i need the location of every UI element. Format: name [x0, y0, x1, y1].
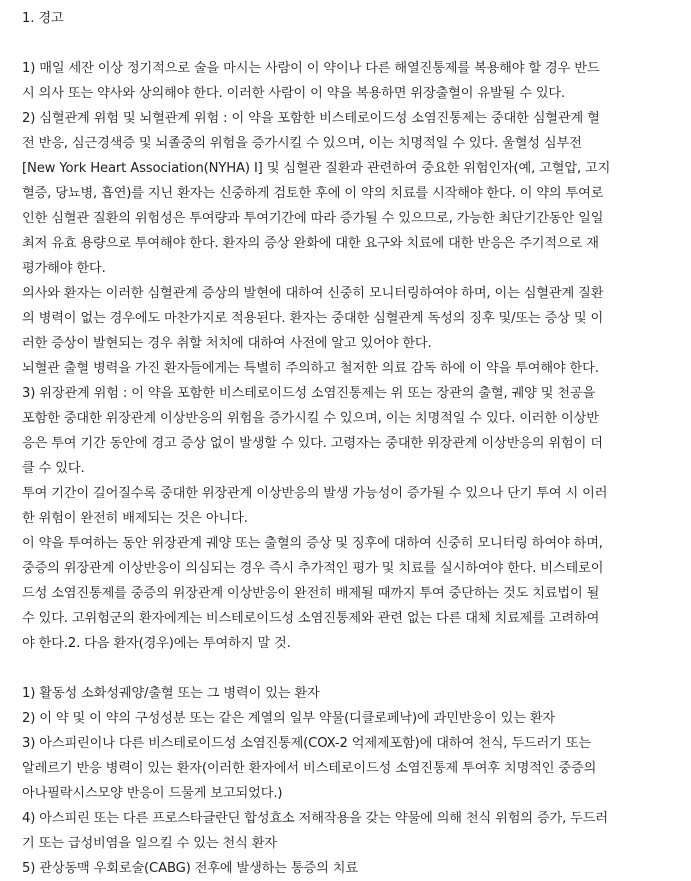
blank-line: [22, 31, 681, 56]
text-line: 투여 기간이 길어질수록 중대한 위장관계 이상반응의 발생 가능성이 증가될 수 있으나 단기 투여 시 이러: [22, 486, 608, 501]
text-line: 전 반응, 심근경색증 및 뇌졸중의 위험을 증가시킬 수 있으며, 이는 치명적일 수 있다. 울혈성 심부전: [22, 136, 582, 151]
text-line: 인한 심혈관 질환의 위험성은 투여량과 투여기간에 따라 증가될 수 있으므로, 가능한 최단기간동안 일일: [22, 211, 604, 226]
text-line: 알레르기 반응 병력이 있는 환자(이러한 환자에서 비스테로이드성 소염진통제 투여후 치명적인 중증의: [22, 761, 597, 776]
text-line: 3) 위장관계 위험 : 이 약을 포함한 비스테로이드성 소염진통제는 위 또는 장관의 출혈, 궤양 및 천공을: [22, 386, 596, 401]
text-line: 이 약을 투여하는 동안 위장관계 궤양 또는 출혈의 증상 및 징후에 대하여 신중히 모니터링 하여야 하며,: [22, 536, 603, 551]
text-line: 1) 활동성 소화성궤양/출혈 또는 그 병력이 있는 환자: [22, 686, 320, 701]
text-line: 평가해야 한다.: [22, 261, 106, 276]
text-line: 뇌혈관 출혈 병력을 가진 환자들에게는 특별히 주의하고 철저한 의료 감독 하에 이 약을 투여해야 한다.: [22, 361, 599, 376]
text-line: 4) 아스피린 또는 다른 프로스타글란딘 합성효소 저해작용을 갖는 약물에 의해 천식 위험의 증가, 두드러: [22, 811, 608, 826]
text-line: 러한 증상이 발현되는 경우 취할 처치에 대하여 사전에 알고 있어야 한다.: [22, 336, 432, 351]
text-line: 2) 심혈관계 위험 및 뇌혈관계 위험 : 이 약을 포함한 비스테로이드성 소염진통제는 중대한 심혈관계 혈: [22, 111, 600, 126]
text-line: 중증의 위장관계 이상반응이 의심되는 경우 즉시 추가적인 평가 및 치료를 실시하여야 한다. 비스테로이: [22, 561, 604, 576]
text-line: 2) 이 약 및 이 약의 구성성분 또는 같은 계열의 일부 약물(디클로페낙)에 과민반응이 있는 환자: [22, 711, 556, 726]
text-line: 혈증, 당뇨병, 흡연)를 지닌 환자는 신중하게 검토한 후에 이 약의 치료를 시작해야 한다. 이 약의 투여로: [22, 186, 604, 201]
text-line: 응은 투여 기간 동안에 경고 증상 없이 발생할 수 있다. 고령자는 중대한 위장관계 이상반응의 위험이 더: [22, 436, 603, 451]
text-line: 5) 관상동맥 우회로술(CABG) 전후에 발생하는 통증의 치료: [22, 861, 358, 876]
text-line: 기 또는 급성비염을 일으킬 수 있는 천식 환자: [22, 836, 277, 851]
text-line: 의 병력이 없는 경우에도 마찬가지로 적용된다. 환자는 중대한 심혈관계 독성의 징후 및/또는 증상 및 이: [22, 311, 604, 326]
text-line: 1. 경고: [22, 11, 64, 26]
blank-line: [22, 656, 681, 681]
text-line: 의사와 환자는 이러한 심혈관계 증상의 발현에 대하여 신중히 모니터링하여야 하며, 이는 심혈관계 질환: [22, 286, 604, 301]
text-line: 최저 유효 용량으로 투여해야 한다. 환자의 증상 완화에 대한 요구와 치료에 대한 반응은 주기적으로 재: [22, 236, 599, 251]
text-line: 1) 매일 세잔 이상 정기적으로 술을 마시는 사람이 이 약이나 다른 해열진통제를 복용해야 할 경우 반드: [22, 61, 600, 76]
text-line: 수 있다. 고위험군의 환자에게는 비스테로이드성 소염진통제와 관련 없는 다른 대체 치료제를 고려하여: [22, 611, 600, 626]
text-line: 아나필락시스모양 반응이 드물게 보고되었다.): [22, 786, 283, 801]
text-line: 클 수 있다.: [22, 461, 85, 476]
text-line: 한 위험이 완전히 배제되는 것은 아니다.: [22, 511, 248, 526]
text-line: [New York Heart Association(NYHA) Ⅰ] 및 심혈관 질환과 관련하여 중요한 위험인자(예, 고혈압, 고지: [22, 161, 611, 176]
text-line: 드성 소염진통제를 중증의 위장관계 이상반응이 완전히 배제될 때까지 투여 중단하는 것도 치료법이 될: [22, 586, 600, 601]
text-line: 시 의사 또는 약사와 상의해야 한다. 이러한 사람이 이 약을 복용하면 위장출혈이 유발될 수 있다.: [22, 86, 566, 101]
text-line: 포함한 중대한 위장관계 이상반응의 위험을 증가시킬 수 있으며, 이는 치명적일 수 있다. 이러한 이상반: [22, 411, 599, 426]
text-line: 3) 아스피린이나 다른 비스테로이드성 소염진통제(COX-2 억제제포함)에 대하여 천식, 두드러기 또는: [22, 736, 591, 751]
text-line: 야 한다.2. 다음 환자(경우)에는 투여하지 말 것.: [22, 636, 291, 651]
